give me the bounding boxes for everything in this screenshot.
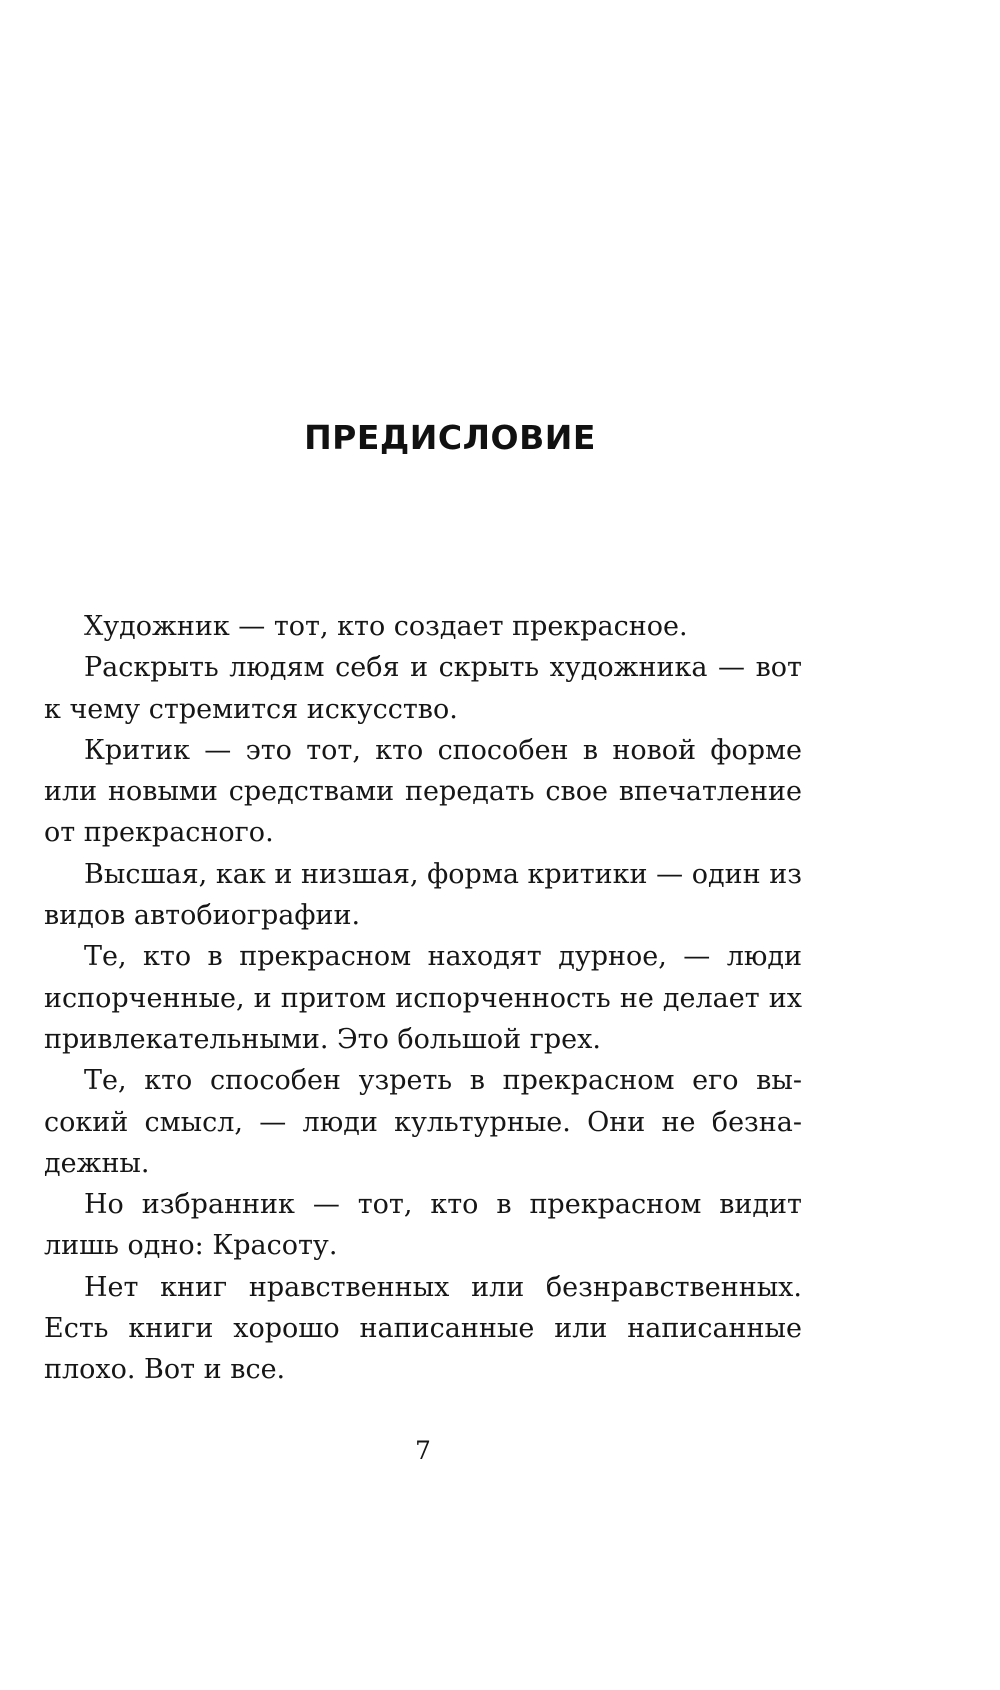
paragraph: Но избранник — тот, кто в прекрасном видит лишь одно: Красоту. bbox=[44, 1189, 802, 1262]
preface-text bbox=[44, 606, 802, 1391]
page-number: 7 bbox=[415, 1436, 431, 1465]
paragraph: Раскрыть людям себя и скрыть художника — вот к чему стремится искусство. bbox=[44, 652, 802, 725]
paragraph: Критик — это тот, кто способен в новой форме или новыми средствами передать свое впечатление от прекрасного. bbox=[44, 734, 802, 849]
paragraph: Художник — тот, кто создает прекрасное. bbox=[84, 611, 688, 642]
chapter-title: ПРЕДИСЛОВИЕ bbox=[304, 418, 596, 457]
paragraph: Нет книг нравственных или безнравственных. Есть книги хорошо написанные или написанные плохо. Вот и все. bbox=[44, 1271, 802, 1386]
paragraph: Те, кто способен узреть в прекрасном его высокий смысл, — люди культурные. Они не безнадежны. bbox=[44, 1065, 802, 1179]
paragraph: Те, кто в прекрасном находят дурное, — люди испорченные, и притом испорченность не делает их привлекательными. Это большой грех. bbox=[44, 941, 802, 1055]
paragraph: Высшая, как и низшая, форма критики — один из видов автобиографии. bbox=[44, 858, 802, 932]
